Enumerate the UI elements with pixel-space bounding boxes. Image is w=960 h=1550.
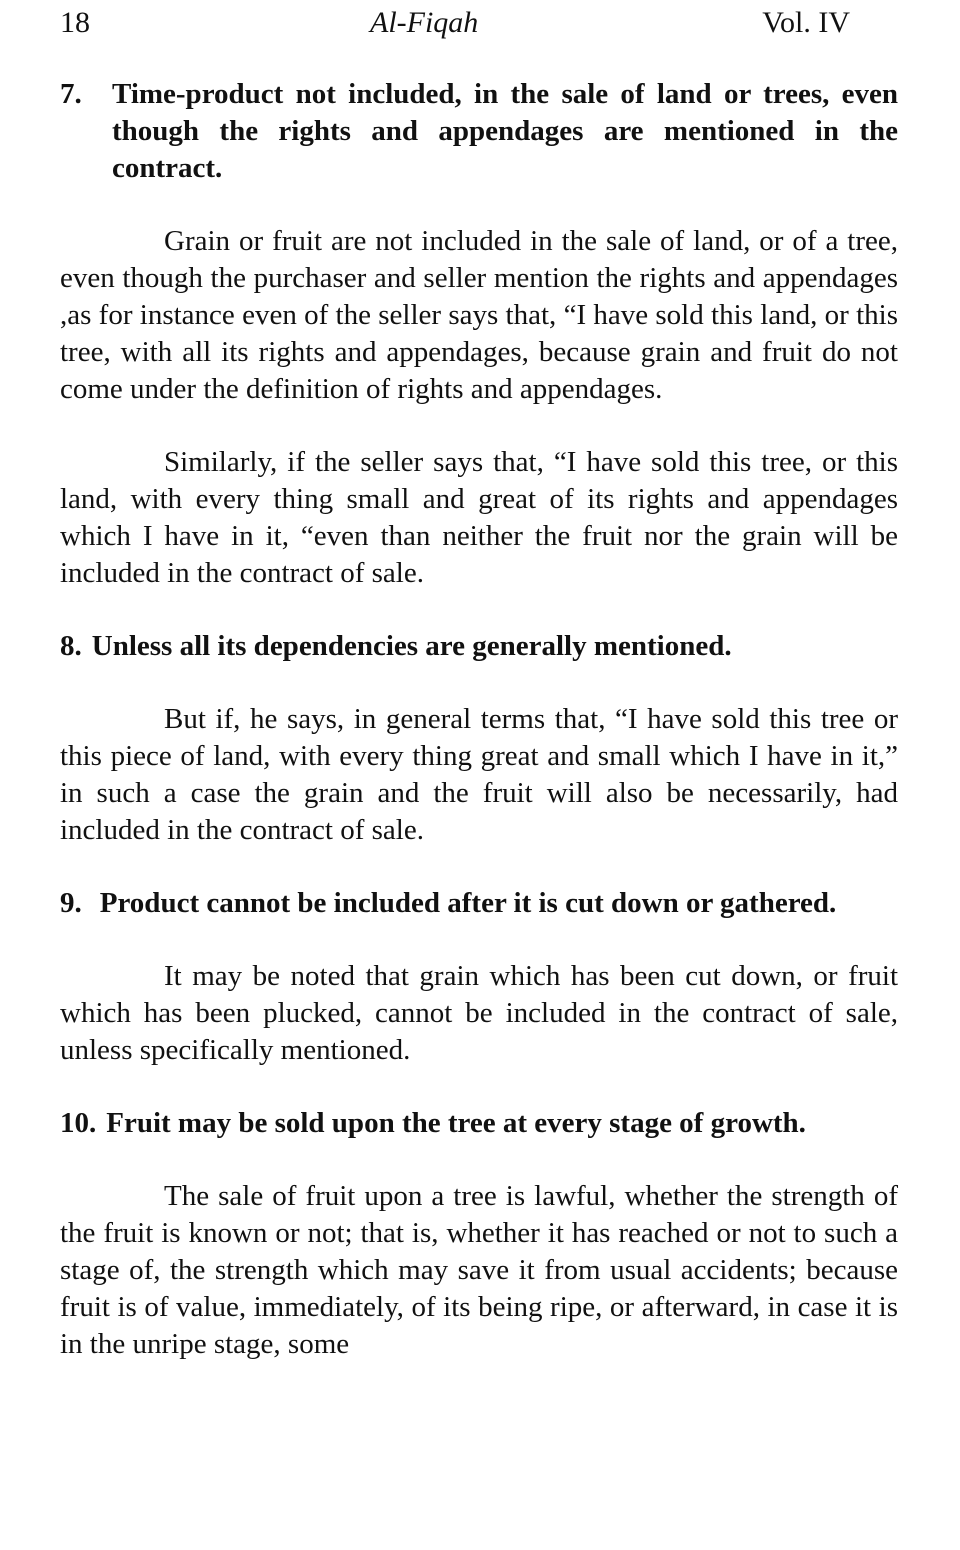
paragraph: Similarly, if the seller says that, “I have sold this tree, or this land, with every thing small and great of its rights and appendages which I have in it, “even than neither the fruit nor the grain will be included in the contract of sale.	[60, 446, 898, 589]
paragraph: The sale of fruit upon a tree is lawful, whether the strength of the fruit is known or not; that is, whether it has reached or not to such a stage of, the strength which may save it from usual accidents; because fruit is of value, immediately, of its being ripe, or afterward, in case it is in the unripe stage, some	[60, 1180, 898, 1360]
volume-label: Vol. IV	[762, 6, 850, 39]
section-number: 8.	[60, 630, 82, 662]
section-number: 9.	[60, 887, 82, 919]
book-title: Al-Fiqah	[370, 6, 479, 39]
section-heading-text: Product cannot be included after it is cut down or gathered.	[99, 887, 837, 919]
section-heading-7	[60, 76, 898, 187]
section-heading-8	[60, 628, 898, 665]
page-number: 18	[60, 6, 90, 39]
section-number: 7.	[60, 78, 82, 110]
section-heading-text: Fruit may be sold upon the tree at every stage of growth.	[106, 1107, 806, 1139]
page-body	[60, 76, 898, 1363]
section-heading-9	[60, 885, 898, 922]
section-number: 10.	[60, 1107, 97, 1139]
paragraph: But if, he says, in general terms that, “I have sold this tree or this piece of land, with every thing great and small which I have in it,” in such a case the grain and the fruit will also be necessarily, had included in the contract of sale.	[60, 703, 898, 846]
section-heading-10	[60, 1105, 898, 1142]
section-heading-text: Time-product not included, in the sale of land or trees, even though the rights and appendages are mentioned in the contract.	[112, 78, 898, 184]
paragraph: Grain or fruit are not included in the sale of land, or of a tree, even though the purchaser and seller mention the rights and appendages ,as for instance even of the seller says that, “I have sold this land, or this tree, with all its rights and appendages, because grain and fruit do not come under the definition of rights and appendages.	[60, 225, 898, 405]
section-heading-text: Unless all its dependencies are generally mentioned.	[91, 630, 732, 662]
page-header	[60, 4, 850, 44]
paragraph: It may be noted that grain which has been cut down, or fruit which has been plucked, cannot be included in the contract of sale, unless specifically mentioned.	[60, 960, 898, 1066]
